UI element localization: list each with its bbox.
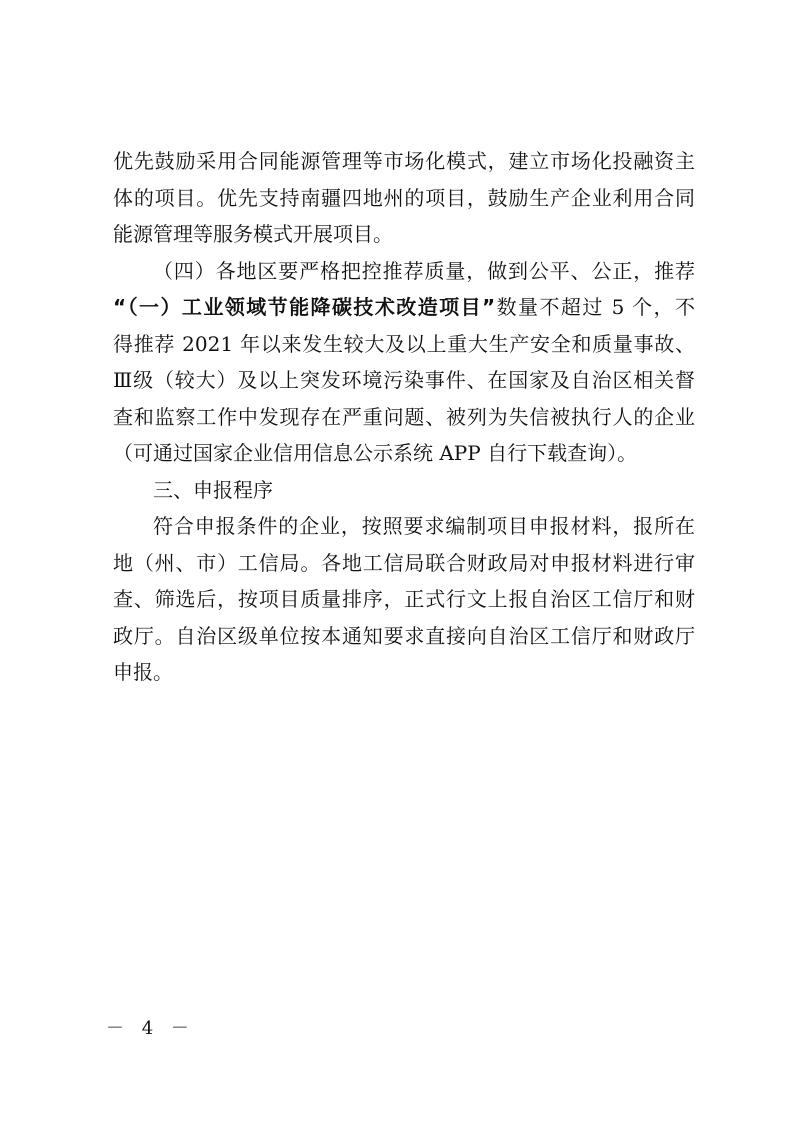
paragraph-recommendation-quality <box>113 253 695 472</box>
text-line: 查、筛选后，按项目质量排序，正式行文上报自治区工信厅和财 <box>113 587 695 611</box>
paragraph-market-mode <box>113 143 695 253</box>
text-line: 体的项目。优先支持南疆四地州的项目，鼓励生产企业利用合同 <box>113 185 695 210</box>
text-line: 地（州、市）工信局。各地工信局联合财政局对申报材料进行审 <box>113 550 695 575</box>
paragraph-application-procedure <box>113 508 695 691</box>
text-line: 申报。 <box>113 660 173 684</box>
document-body <box>113 143 695 691</box>
text-line: 查和监察工作中发现存在严重问题、被列为失信被执行人的企业 <box>113 404 695 429</box>
text-fragment: 数量不超过 5 个，不 <box>495 295 695 319</box>
text-line: Ⅲ级（较大）及以上突发环境污染事件、在国家及自治区相关督 <box>113 368 695 392</box>
text-line: 得推荐 2021 年以来发生较大及以上重大生产安全和质量事故、 <box>113 331 695 356</box>
text-line: 政厅。自治区级单位按本通知要求直接向自治区工信厅和财政厅 <box>113 623 695 648</box>
page-number: － 4 － <box>106 1018 195 1039</box>
text-line: （四）各地区要严格把控推荐质量，做到公平、公正，推荐 <box>153 258 695 283</box>
text-line: （可通过国家企业信用信息公示系统 APP 自行下载查询）。 <box>113 441 638 465</box>
text-line: 优先鼓励采用合同能源管理等市场化模式，建立市场化投融资主 <box>113 149 695 173</box>
text-line: 符合申报条件的企业，按照要求编制项目申报材料，报所在 <box>153 514 695 538</box>
text-line: 能源管理等服务模式开展项目。 <box>113 222 393 246</box>
section-heading: 三、申报程序 <box>153 477 273 502</box>
bold-project-category: “（一）工业领域节能降碳技术改造项目” <box>113 295 496 319</box>
text-line <box>113 289 695 326</box>
